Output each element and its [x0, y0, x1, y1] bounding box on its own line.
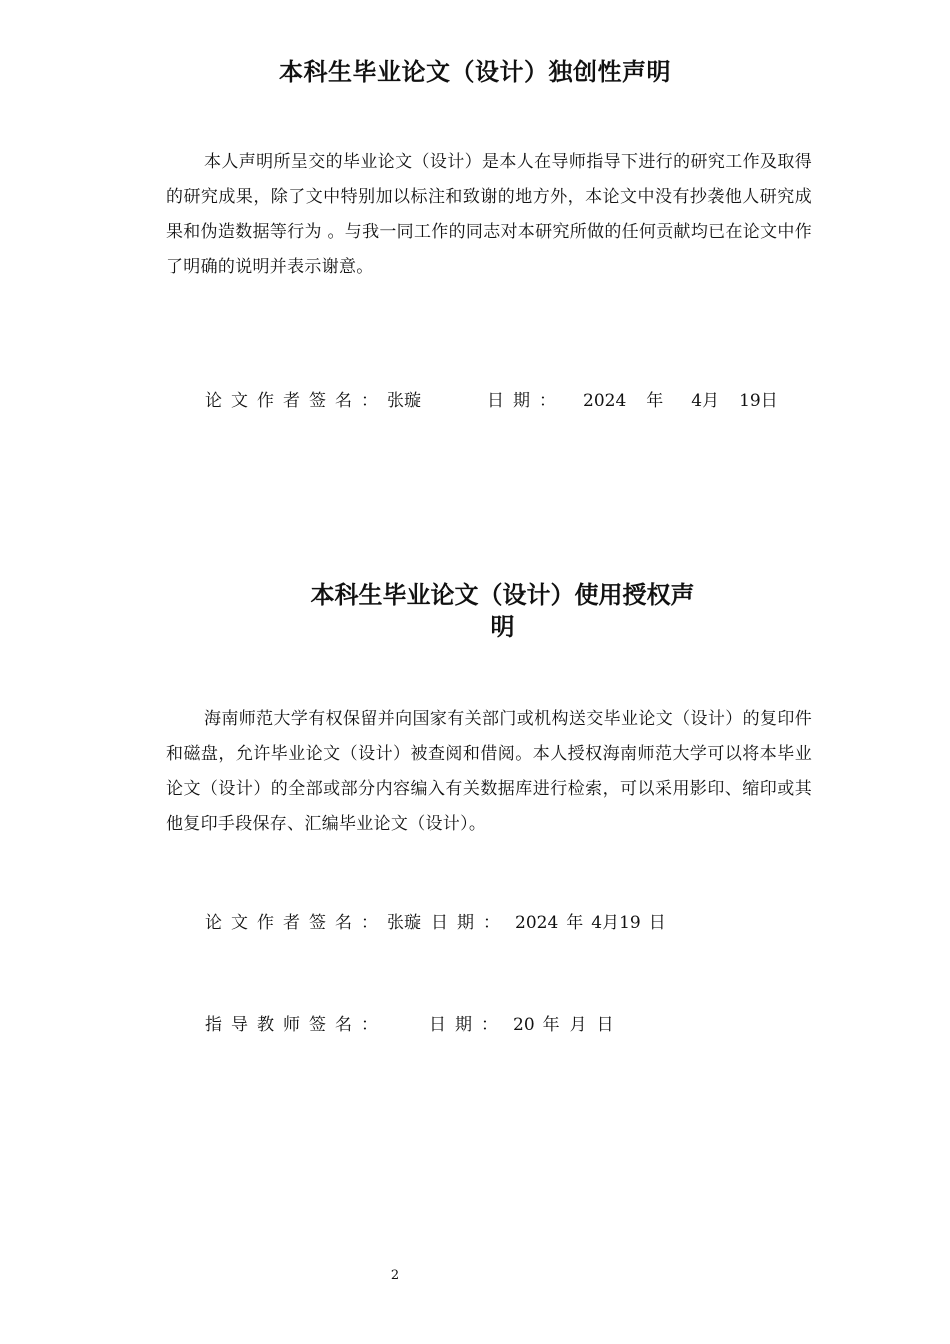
originality-declaration-body: 本人声明所呈交的毕业论文（设计）是本人在导师指导下进行的研究工作及取得的研究成果，除了文中特别加以标注和致谢的地方外，本论文中没有抄袭他人研究成果和伪造数据等行为 。与我一同工作的同志对本研究所做的任何贡献均已在论文中作了明确的说明并表示谢意。	[166, 152, 812, 277]
signature-year: 2024	[583, 391, 627, 411]
advisor-signature-label: 指导教师签名：	[205, 1015, 387, 1035]
date-label: 日期：	[487, 391, 565, 411]
signature-year-unit: 年	[566, 913, 584, 933]
author-signature-label: 论文作者签名：	[205, 391, 387, 411]
signature-day-unit: 日	[648, 913, 666, 933]
signature-month-unit: 月	[569, 1015, 587, 1035]
author-name: 张璇	[387, 913, 421, 933]
signature-year-unit: 年	[542, 1015, 560, 1035]
signature-month: 4月	[691, 391, 720, 411]
signature-day: 19日	[739, 391, 778, 411]
signature-year: 20	[513, 1015, 535, 1035]
signature-day-unit: 日	[596, 1015, 614, 1035]
authorization-title-line-1: 本科生毕业论文（设计）使用授权声	[310, 581, 695, 609]
signature-month-day: 4月19	[591, 913, 641, 933]
originality-declaration-title: 本科生毕业论文（设计）独创性声明	[279, 58, 671, 86]
date-label: 日期：	[431, 913, 509, 933]
originality-signature-line	[205, 386, 815, 411]
authorization-declaration-title	[295, 579, 710, 643]
authorization-declaration-body: 海南师范大学有权保留并向国家有关部门或机构送交毕业论文（设计）的复印件和磁盘，允许毕业论文（设计）被查阅和借阅。本人授权海南师范大学可以将本毕业论文（设计）的全部或部分内容编入有关数据库进行检索，可以采用影印、缩印或其他复印手段保存、汇编毕业论文（设计）。	[166, 709, 812, 834]
author-name: 张璇	[387, 391, 421, 411]
signature-year: 2024	[515, 913, 559, 933]
date-label: 日期：	[429, 1015, 507, 1035]
authorization-title-line-2: 明	[490, 613, 515, 641]
page-number: 2	[390, 1268, 400, 1283]
advisor-signature-line	[205, 1010, 614, 1035]
authorization-author-signature-line	[205, 908, 666, 933]
author-signature-label: 论文作者签名：	[205, 913, 387, 933]
signature-year-unit: 年	[646, 391, 664, 411]
